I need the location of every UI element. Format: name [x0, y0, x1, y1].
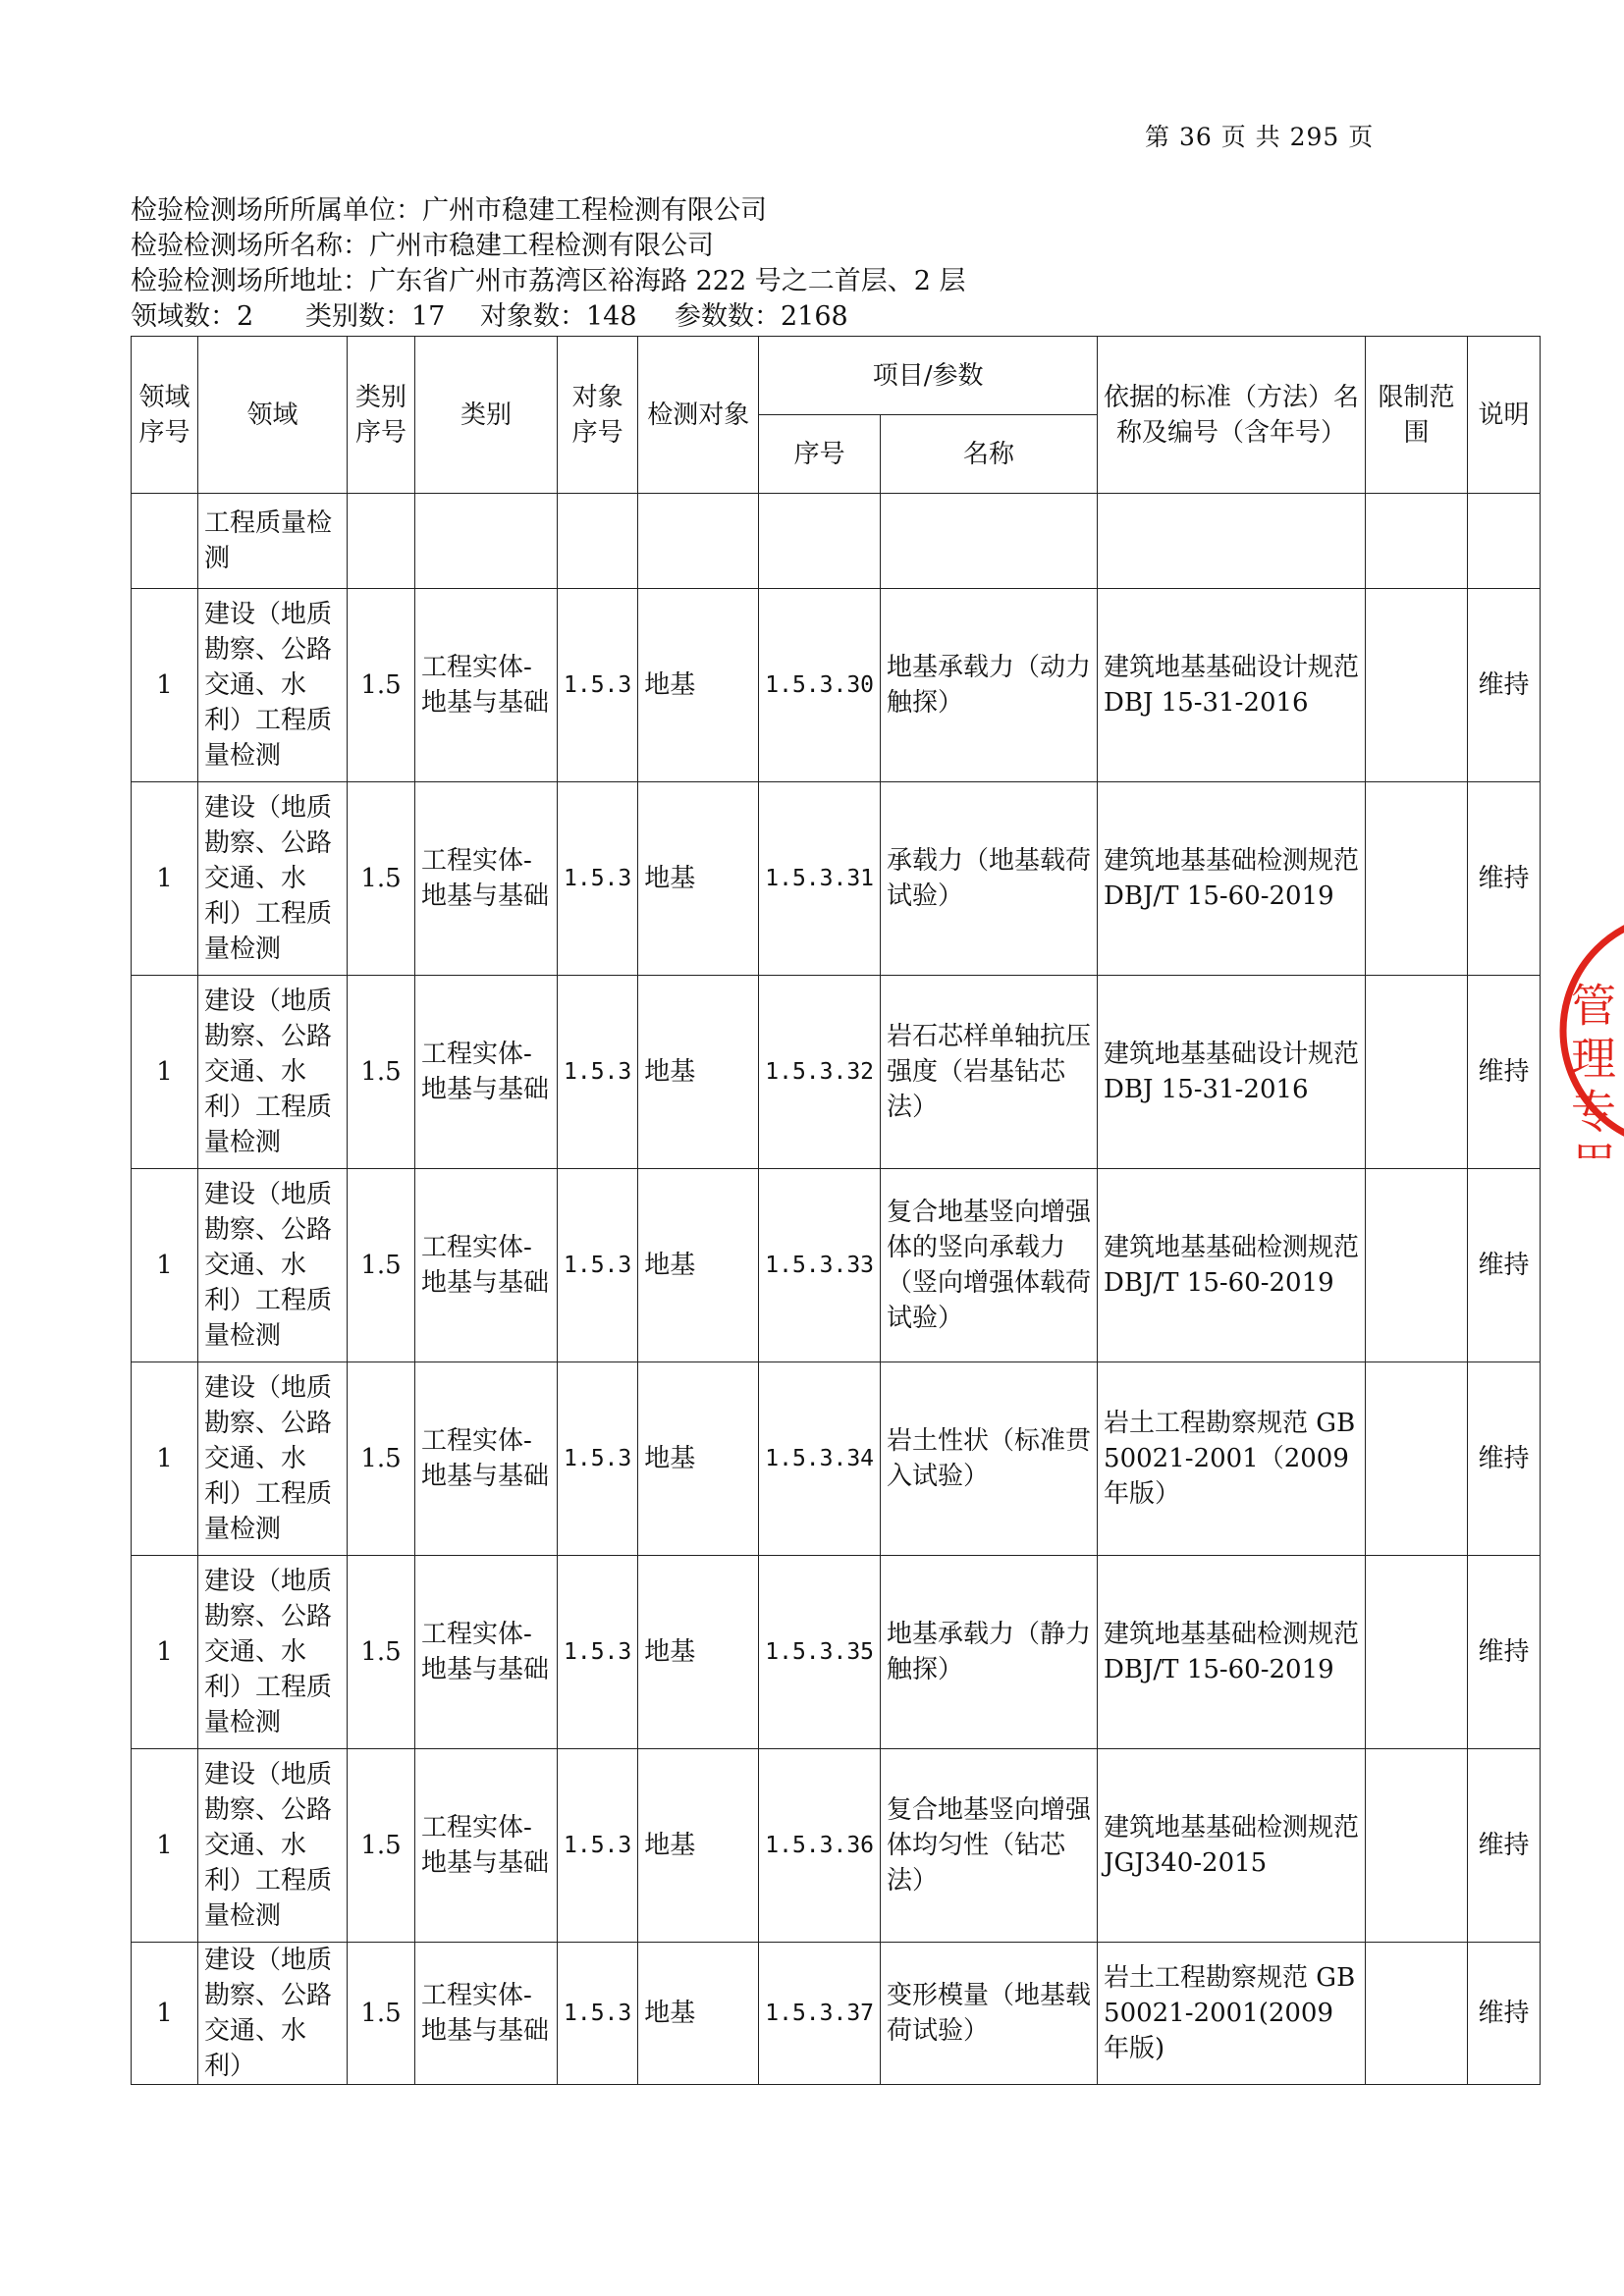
- cell-standard: 建筑地基基础检测规范 DBJ/T 15-60-2019: [1098, 1556, 1366, 1749]
- page-number: 第 36 页 共 295 页: [1145, 123, 1375, 151]
- cell-item-no: 1.5.3.31: [759, 782, 881, 976]
- continuation-row: [132, 494, 1541, 589]
- header-item-param: 项目/参数: [759, 337, 1098, 415]
- cell-note: 维持: [1468, 782, 1541, 976]
- cell-domain: 建设（地质勘察、公路交通、水利）工程质量检测: [198, 782, 348, 976]
- cell-object-no: 1.5.3: [558, 1749, 638, 1943]
- cell-object: 地基: [638, 1362, 759, 1556]
- cell-limit: [1366, 1362, 1468, 1556]
- cell-item-name: 复合地基竖向增强体均匀性（钻芯法）: [881, 1749, 1098, 1943]
- cell-limit: [1366, 1169, 1468, 1362]
- cell-item-name: 地基承载力（动力触探）: [881, 589, 1098, 782]
- cell-note: 维持: [1468, 1749, 1541, 1943]
- cell-item-no: 1.5.3.32: [759, 976, 881, 1169]
- header-object-no: 对象序号: [558, 337, 638, 494]
- cell-object: 地基: [638, 1749, 759, 1943]
- cell-note: 维持: [1468, 589, 1541, 782]
- cell-item-name: 承载力（地基载荷试验）: [881, 782, 1098, 976]
- cell-category-no: 1.5: [348, 1943, 415, 2085]
- cell-note: 维持: [1468, 1943, 1541, 2085]
- header-domain-no: 领域序号: [132, 337, 198, 494]
- table-row: [132, 1362, 1541, 1556]
- seal-graphic: [1551, 903, 1624, 1158]
- cell-domain: 建设（地质勘察、公路交通、水利）: [198, 1943, 348, 2085]
- cell-standard: 岩土工程勘察规范 GB 50021-2001(2009 年版): [1098, 1943, 1366, 2085]
- cell-category-no: 1.5: [348, 1556, 415, 1749]
- cell-category: 工程实体-地基与基础: [415, 1749, 558, 1943]
- cell-category-no: 1.5: [348, 1362, 415, 1556]
- cell-domain: 工程质量检测: [198, 494, 348, 589]
- header-info: [131, 193, 965, 335]
- table-row: [132, 1169, 1541, 1362]
- cell-category-no: 1.5: [348, 589, 415, 782]
- cell-object-no: 1.5.3: [558, 1943, 638, 2085]
- param-count: 参数数：2168: [675, 301, 848, 332]
- cell-object: 地基: [638, 782, 759, 976]
- cell-item-name: 岩石芯样单轴抗压强度（岩基钻芯法）: [881, 976, 1098, 1169]
- cell-object-no: 1.5.3: [558, 1556, 638, 1749]
- cell-object: 地基: [638, 976, 759, 1169]
- cell-category-no: 1.5: [348, 1749, 415, 1943]
- cell-domain-no: 1: [132, 1943, 198, 2085]
- category-count: 类别数：17: [305, 301, 446, 332]
- cell-standard: 建筑地基基础检测规范 DBJ/T 15-60-2019: [1098, 1169, 1366, 1362]
- cell-object-no: 1.5.3: [558, 1169, 638, 1362]
- svg-text:管理专用: 管理专用: [1564, 982, 1617, 1158]
- cell-limit: [1366, 1943, 1468, 2085]
- header-category-no: 类别序号: [348, 337, 415, 494]
- object-count: 对象数：148: [480, 301, 637, 332]
- cell-standard: 建筑地基基础检测规范 DBJ/T 15-60-2019: [1098, 782, 1366, 976]
- cell-note: 维持: [1468, 1362, 1541, 1556]
- site-address: 检验检测场所地址：广东省广州市荔湾区裕海路 222 号之二首层、2 层: [131, 266, 966, 296]
- cell-domain-no: 1: [132, 1169, 198, 1362]
- cell-limit: [1366, 1556, 1468, 1749]
- scope-table: [131, 336, 1541, 2085]
- cell-domain: 建设（地质勘察、公路交通、水利）工程质量检测: [198, 1169, 348, 1362]
- cell-category: 工程实体-地基与基础: [415, 589, 558, 782]
- cell-category: 工程实体-地基与基础: [415, 976, 558, 1169]
- cell-category-no: 1.5: [348, 976, 415, 1169]
- cell-object-no: 1.5.3: [558, 589, 638, 782]
- cell-domain: 建设（地质勘察、公路交通、水利）工程质量检测: [198, 1556, 348, 1749]
- cell-item-no: 1.5.3.34: [759, 1362, 881, 1556]
- domain-count: 领域数：2: [131, 301, 254, 332]
- table-row: [132, 782, 1541, 976]
- cell-category: 工程实体-地基与基础: [415, 782, 558, 976]
- cell-object-no: 1.5.3: [558, 976, 638, 1169]
- cell-item-no: 1.5.3.30: [759, 589, 881, 782]
- header-item-name: 名称: [881, 415, 1098, 494]
- header-standard: 依据的标准（方法）名称及编号（含年号）: [1098, 337, 1366, 494]
- cell-object-no: 1.5.3: [558, 1362, 638, 1556]
- cell-domain-no: 1: [132, 1556, 198, 1749]
- header-object: 检测对象: [638, 337, 759, 494]
- table-row: [132, 1749, 1541, 1943]
- cell-item-name: 岩土性状（标准贯入试验）: [881, 1362, 1098, 1556]
- cell-domain-no: 1: [132, 1749, 198, 1943]
- cell-standard: 建筑地基基础设计规范 DBJ 15-31-2016: [1098, 976, 1366, 1169]
- cell-standard: 建筑地基基础设计规范 DBJ 15-31-2016: [1098, 589, 1366, 782]
- cell-item-no: 1.5.3.36: [759, 1749, 881, 1943]
- header-item-no: 序号: [759, 415, 881, 494]
- cell-item-no: 1.5.3.33: [759, 1169, 881, 1362]
- counts-line: [131, 299, 965, 335]
- table-row: [132, 589, 1541, 782]
- header-limit: 限制范围: [1366, 337, 1468, 494]
- cell-note: 维持: [1468, 976, 1541, 1169]
- table-row: [132, 1943, 1541, 2085]
- cell-limit: [1366, 976, 1468, 1169]
- red-seal-stamp: [1551, 903, 1624, 1158]
- cell-object: 地基: [638, 1169, 759, 1362]
- cell-note: 维持: [1468, 1169, 1541, 1362]
- cell-item-no: 1.5.3.35: [759, 1556, 881, 1749]
- cell-item-name: 复合地基竖向增强体的竖向承载力（竖向增强体载荷试验）: [881, 1169, 1098, 1362]
- cell-standard: 建筑地基基础检测规范 JGJ340-2015: [1098, 1749, 1366, 1943]
- header-category: 类别: [415, 337, 558, 494]
- cell-domain: 建设（地质勘察、公路交通、水利）工程质量检测: [198, 1749, 348, 1943]
- cell-limit: [1366, 1749, 1468, 1943]
- cell-domain: 建设（地质勘察、公路交通、水利）工程质量检测: [198, 976, 348, 1169]
- cell-item-name: 地基承载力（静力触探）: [881, 1556, 1098, 1749]
- cell-item-name: 变形模量（地基载荷试验）: [881, 1943, 1098, 2085]
- cell-category-no: 1.5: [348, 1169, 415, 1362]
- cell-domain-no: 1: [132, 976, 198, 1169]
- cell-note: 维持: [1468, 1556, 1541, 1749]
- cell-category: 工程实体-地基与基础: [415, 1362, 558, 1556]
- cell-domain-no: 1: [132, 1362, 198, 1556]
- cell-category: 工程实体-地基与基础: [415, 1943, 558, 2085]
- header-note: 说明: [1468, 337, 1541, 494]
- cell-category: 工程实体-地基与基础: [415, 1556, 558, 1749]
- cell-object: 地基: [638, 589, 759, 782]
- cell-object: 地基: [638, 1556, 759, 1749]
- site-name: 检验检测场所名称：广州市稳建工程检测有限公司: [131, 231, 714, 261]
- cell-standard: 岩土工程勘察规范 GB 50021-2001（2009 年版）: [1098, 1362, 1366, 1556]
- table-row: [132, 1556, 1541, 1749]
- cell-domain-no: 1: [132, 782, 198, 976]
- cell-domain: 建设（地质勘察、公路交通、水利）工程质量检测: [198, 1362, 348, 1556]
- cell-object-no: 1.5.3: [558, 782, 638, 976]
- header-domain: 领域: [198, 337, 348, 494]
- cell-domain-no: 1: [132, 589, 198, 782]
- cell-limit: [1366, 782, 1468, 976]
- cell-object: 地基: [638, 1943, 759, 2085]
- table-row: [132, 976, 1541, 1169]
- cell-domain: 建设（地质勘察、公路交通、水利）工程质量检测: [198, 589, 348, 782]
- cell-item-no: 1.5.3.37: [759, 1943, 881, 2085]
- site-unit: 检验检测场所所属单位：广州市稳建工程检测有限公司: [131, 195, 767, 226]
- cell-limit: [1366, 589, 1468, 782]
- cell-category: 工程实体-地基与基础: [415, 1169, 558, 1362]
- cell-category-no: 1.5: [348, 782, 415, 976]
